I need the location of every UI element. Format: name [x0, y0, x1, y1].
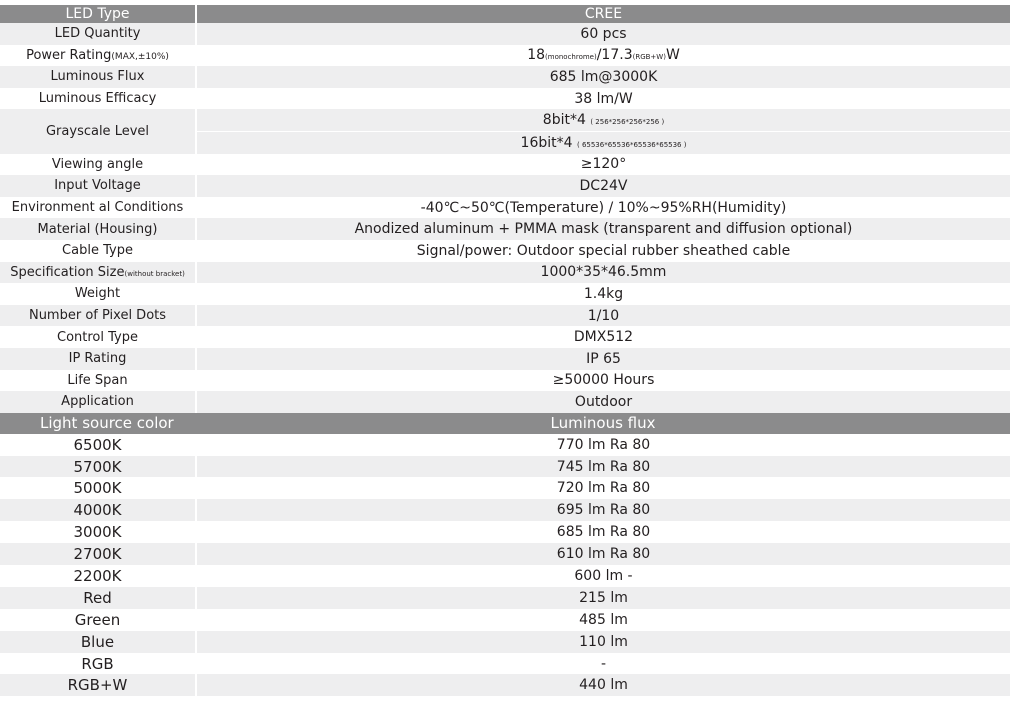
header-label: LED Type [0, 5, 196, 23]
table-row [0, 154, 1010, 176]
flux-row-value: 610 lm Ra 80 [196, 543, 1010, 565]
table-row [0, 348, 1010, 370]
row-value: 1/10 [196, 305, 1010, 327]
row-label: IP Rating [0, 348, 196, 370]
row-label: Life Span [0, 370, 196, 392]
flux-row-value: 745 lm Ra 80 [196, 456, 1010, 478]
flux-row [0, 609, 1010, 631]
flux-row-color: 6500K [0, 434, 196, 456]
flux-row [0, 456, 1010, 478]
row-label: Number of Pixel Dots [0, 305, 196, 327]
flux-row [0, 631, 1010, 653]
row-label: Material (Housing) [0, 218, 196, 240]
flux-row [0, 674, 1010, 696]
flux-row-value: 695 lm Ra 80 [196, 499, 1010, 521]
flux-row [0, 477, 1010, 499]
row-value: 685 lm@3000K [196, 66, 1010, 88]
header-value: CREE [196, 5, 1010, 23]
table-row [0, 326, 1010, 348]
row-value: 18(monochrome)/17.3(RGB+W)W [196, 45, 1010, 67]
flux-row-color: RGB+W [0, 674, 196, 696]
row-label: Cable Type [0, 240, 196, 262]
table-row [0, 218, 1010, 240]
flux-row [0, 587, 1010, 609]
flux-row-color: Blue [0, 631, 196, 653]
flux-row [0, 499, 1010, 521]
spec-sheet [0, 5, 1010, 696]
table-row [0, 66, 1010, 88]
row-value: 16bit*4 ( 65536*65536*65536*65536 ) [196, 131, 1010, 153]
table-row [0, 23, 1010, 45]
row-value: 60 pcs [196, 23, 1010, 45]
flux-row-value: 440 lm [196, 674, 1010, 696]
flux-row-value: 720 lm Ra 80 [556, 480, 651, 497]
flux-header-color: Light source color [0, 413, 196, 434]
row-label: Viewing angle [0, 154, 196, 176]
row-value: Anodized aluminum + PMMA mask (transparent and diffusion optional) [196, 218, 1010, 240]
row-label: Application [0, 391, 196, 413]
row-label: Power Rating(MAX,±10%) [0, 45, 196, 67]
flux-row-color: 3000K [0, 521, 196, 543]
row-value: 38 lm/W [196, 88, 1010, 110]
table-row [0, 283, 1010, 305]
row-label: Luminous Flux [0, 66, 196, 88]
flux-row-color: RGB [0, 653, 196, 675]
row-label: Environment al Conditions [0, 197, 196, 219]
table-row [0, 262, 1010, 284]
flux-row-color: 2700K [0, 543, 196, 565]
table-row [0, 197, 1010, 219]
table-row [0, 391, 1010, 413]
table-row [0, 305, 1010, 327]
table-header-row [0, 5, 1010, 23]
row-value: Signal/power: Outdoor special rubber sheathed cable [196, 240, 1010, 262]
flux-row-color: Red [0, 587, 196, 609]
flux-row-value: - [600, 655, 607, 672]
flux-row-color: Green [0, 609, 196, 631]
row-label: Weight [0, 283, 196, 305]
flux-row-color: 2200K [0, 565, 196, 587]
flux-row-value: 485 lm [579, 611, 628, 628]
flux-row [0, 565, 1010, 587]
flux-row [0, 653, 1010, 675]
flux-row [0, 434, 1010, 456]
row-label: Grayscale Level [0, 109, 196, 153]
table-row [0, 45, 1010, 67]
flux-row [0, 543, 1010, 565]
flux-row-value: 110 lm [196, 631, 1010, 653]
row-value: DC24V [196, 175, 1010, 197]
flux-row-color: 4000K [0, 499, 196, 521]
row-label: LED Quantity [0, 23, 196, 45]
flux-row-color: 5700K [0, 456, 196, 478]
row-value: DMX512 [196, 326, 1010, 348]
flux-row [0, 521, 1010, 543]
row-value: 8bit*4 ( 256*256*256*256 ) [196, 109, 1010, 131]
row-value: Outdoor [196, 391, 1010, 413]
table-row [0, 109, 1010, 131]
flux-header-flux: Luminous flux [196, 413, 1010, 434]
row-value: ≥50000 Hours [196, 370, 1010, 392]
table-row [0, 240, 1010, 262]
row-value: ≥120° [196, 154, 1010, 176]
row-value: -40℃~50℃(Temperature) / 10%~95%RH(Humidity) [196, 197, 1010, 219]
table-row [0, 175, 1010, 197]
row-value: 1.4kg [196, 283, 1010, 305]
row-label: Specification Size(without bracket) [0, 262, 196, 284]
row-label: Luminous Efficacy [0, 88, 196, 110]
flux-row-value: 600 lm - [574, 567, 633, 584]
flux-row-value: 685 lm Ra 80 [556, 524, 651, 541]
row-label: Control Type [0, 326, 196, 348]
row-value: 1000*35*46.5mm [196, 262, 1010, 284]
flux-table-header-row [0, 413, 1010, 434]
table-row [0, 370, 1010, 392]
flux-row-value: 215 lm [196, 587, 1010, 609]
row-value: IP 65 [196, 348, 1010, 370]
flux-row-color: 5000K [0, 477, 196, 499]
row-label: Input Voltage [0, 175, 196, 197]
table-row [0, 88, 1010, 110]
specification-table [0, 5, 1010, 696]
flux-row-value: 770 lm Ra 80 [556, 436, 651, 453]
